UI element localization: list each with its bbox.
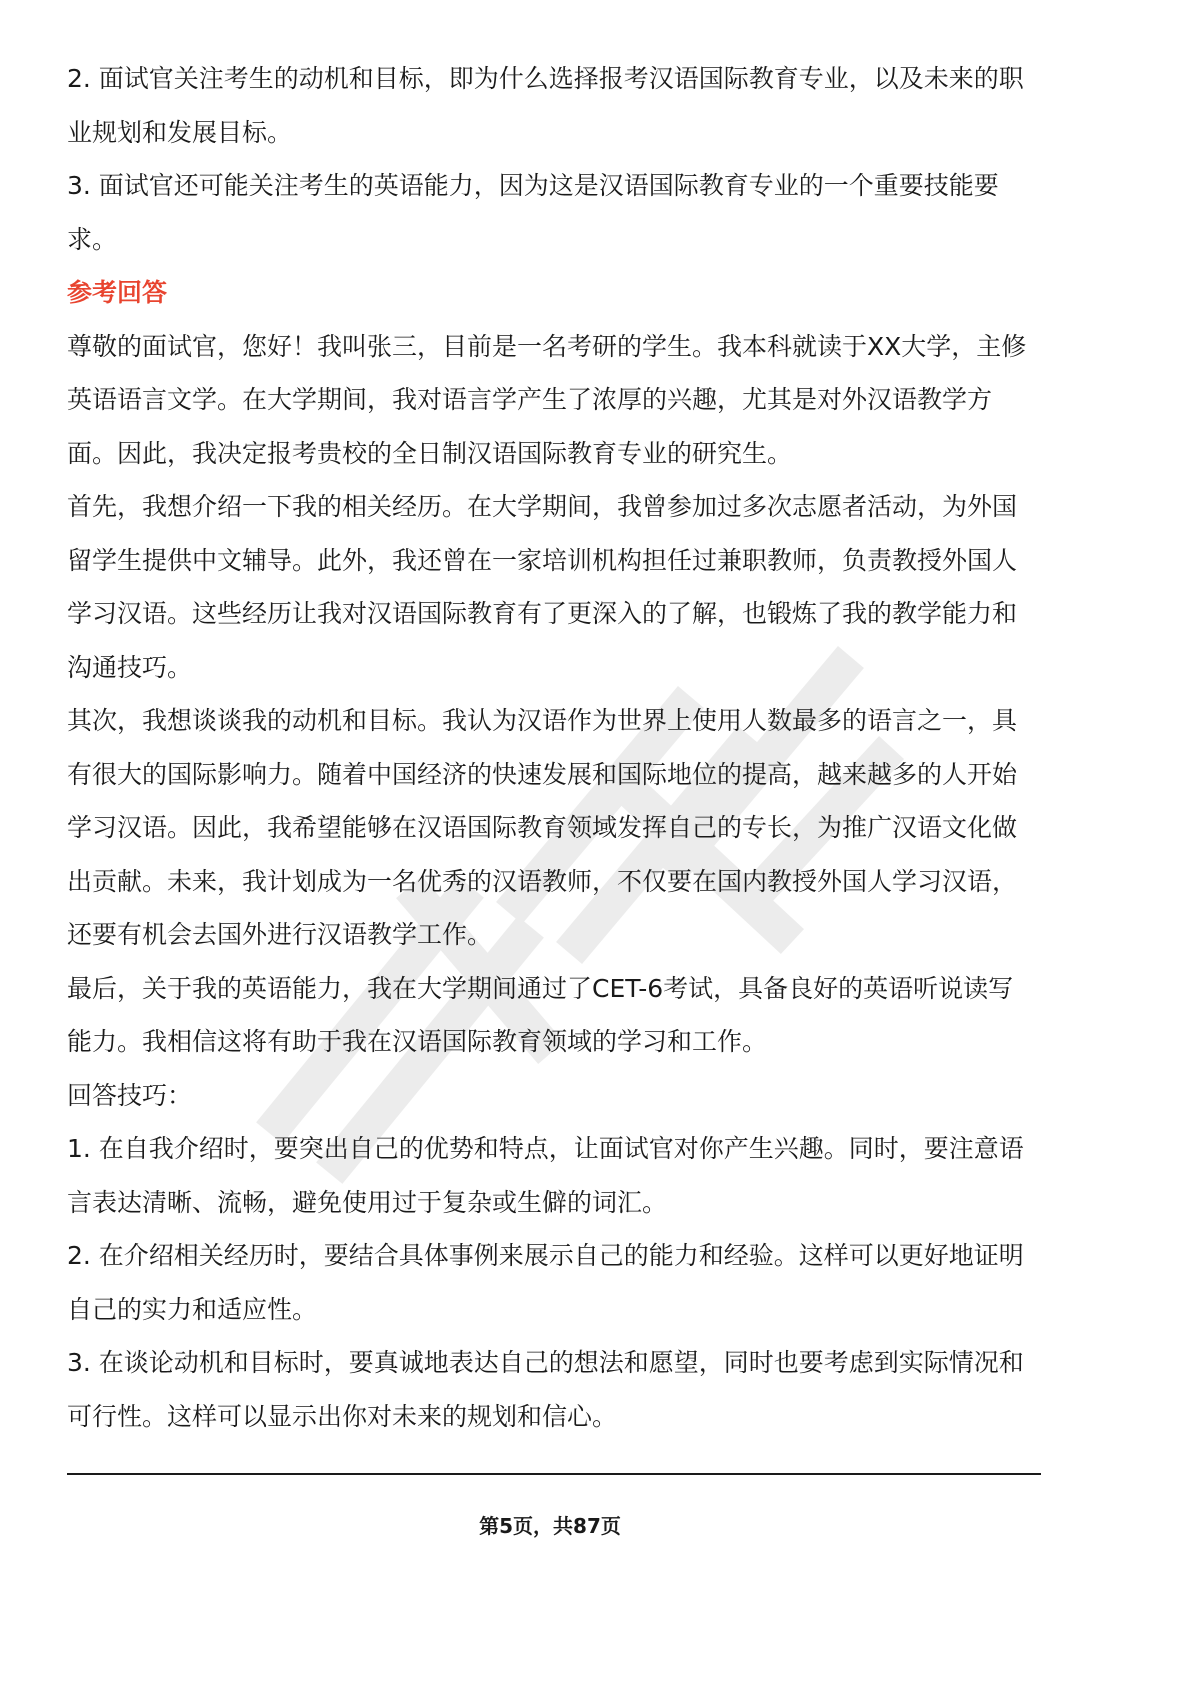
answer-paragraph: 其次，我想谈谈我的动机和目标。我认为汉语作为世界上使用人数最多的语言之一，具有很大的国际影响力。随着中国经济的快速发展和国际地位的提高，越来越多的人开始学习汉语。因此，我希望能够在汉语国际教育领域发挥自己的专长，为推广汉语文化做出贡献。未来，我计划成为一名优秀的汉语教师，不仅要在国内教授外国人学习汉语，还要有机会去国外进行汉语教学工作。 — [67, 706, 1018, 949]
document-body — [67, 52, 1035, 1443]
answer-paragraph: 首先，我想介绍一下我的相关经历。在大学期间，我曾参加过多次志愿者活动，为外国留学生提供中文辅导。此外，我还曾在一家培训机构担任过兼职教师，负责教授外国人学习汉语。这些经历让我对汉语国际教育有了更深入的了解，也锻炼了我的教学能力和沟通技巧。 — [67, 492, 1018, 682]
tip-item: 1. 在自我介绍时，要突出自己的优势和特点，让面试官对你产生兴趣。同时，要注意语言表达清晰、流畅，避免使用过于复杂或生僻的词汇。 — [67, 1134, 1024, 1217]
footer-divider — [67, 1473, 1041, 1475]
intro-point: 3. 面试官还可能关注考生的英语能力，因为这是汉语国际教育专业的一个重要技能要求。 — [67, 171, 999, 254]
answer-paragraph: 尊敬的面试官，您好！我叫张三，目前是一名考研的学生。我本科就读于XX大学，主修英语语言文学。在大学期间，我对语言学产生了浓厚的兴趣，尤其是对外汉语教学方面。因此，我决定报考贵校的全日制汉语国际教育专业的研究生。 — [67, 331, 1027, 468]
page-number: 第5页，共87页 — [479, 1514, 621, 1538]
tip-item: 3. 在谈论动机和目标时，要真诚地表达自己的想法和愿望，同时也要考虑到实际情况和可行性。这样可以显示出你对未来的规划和信心。 — [67, 1348, 1024, 1431]
tips-heading: 回答技巧： — [67, 1080, 193, 1110]
answer-paragraph: 最后，关于我的英语能力，我在大学期间通过了CET-6考试，具备良好的英语听说读写能力。我相信这将有助于我在汉语国际教育领域的学习和工作。 — [67, 973, 1014, 1056]
intro-point: 2. 面试官关注考生的动机和目标，即为什么选择报考汉语国际教育专业，以及未来的职业规划和发展目标。 — [67, 64, 1024, 147]
tip-item: 2. 在介绍相关经历时，要结合具体事例来展示自己的能力和经验。这样可以更好地证明自己的实力和适应性。 — [67, 1241, 1024, 1324]
answer-heading: 参考回答 — [67, 278, 168, 307]
